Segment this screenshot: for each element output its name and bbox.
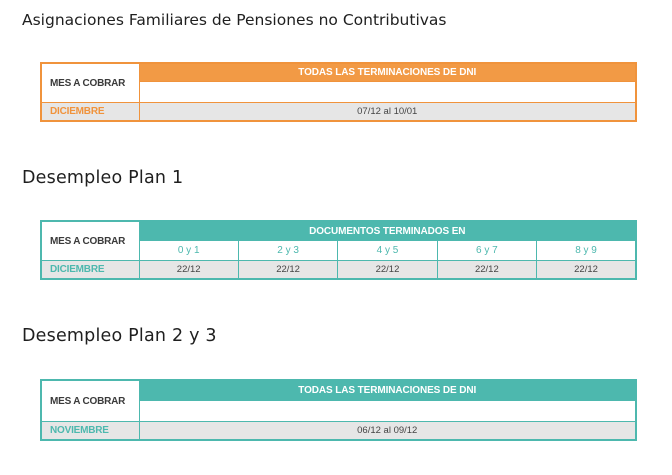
table-row	[41, 422, 636, 441]
label-header: MES A COBRAR	[41, 63, 139, 103]
blank-cell	[139, 401, 636, 422]
section-title-plan2-3: Desempleo Plan 2 y 3	[22, 326, 217, 346]
column-header: TODAS LAS TERMINACIONES DE DNI	[139, 63, 636, 82]
month-cell: NOVIEMBRE	[41, 422, 139, 441]
section-title-plan1: Desempleo Plan 1	[22, 168, 184, 188]
schedule-table-asignaciones	[40, 62, 637, 122]
date-cell: 22/12	[139, 261, 238, 280]
date-cell: 22/12	[537, 261, 636, 280]
schedule-table-plan1	[40, 220, 637, 280]
month-cell: DICIEMBRE	[41, 261, 139, 280]
table-row	[41, 261, 636, 280]
table-row	[41, 380, 636, 401]
subheader-6-7: 6 y 7	[437, 241, 536, 261]
month-cell: DICIEMBRE	[41, 103, 139, 122]
table-row	[41, 221, 636, 241]
date-cell: 22/12	[437, 261, 536, 280]
date-cell: 06/12 al 09/12	[139, 422, 636, 441]
column-header: DOCUMENTOS TERMINADOS EN	[139, 221, 636, 241]
schedule-table-plan2-3	[40, 379, 637, 441]
subheader-8-9: 8 y 9	[537, 241, 636, 261]
label-header: MES A COBRAR	[41, 380, 139, 422]
section-title-asignaciones: Asignaciones Familiares de Pensiones no Contributivas	[22, 11, 447, 29]
date-cell: 07/12 al 10/01	[139, 103, 636, 122]
blank-cell	[139, 82, 636, 103]
subheader-4-5: 4 y 5	[338, 241, 437, 261]
column-header: TODAS LAS TERMINACIONES DE DNI	[139, 380, 636, 401]
table-row	[41, 103, 636, 122]
table-row	[41, 63, 636, 82]
date-cell: 22/12	[338, 261, 437, 280]
label-header: MES A COBRAR	[41, 221, 139, 261]
subheader-0-1: 0 y 1	[139, 241, 238, 261]
subheader-2-3: 2 y 3	[238, 241, 337, 261]
date-cell: 22/12	[238, 261, 337, 280]
